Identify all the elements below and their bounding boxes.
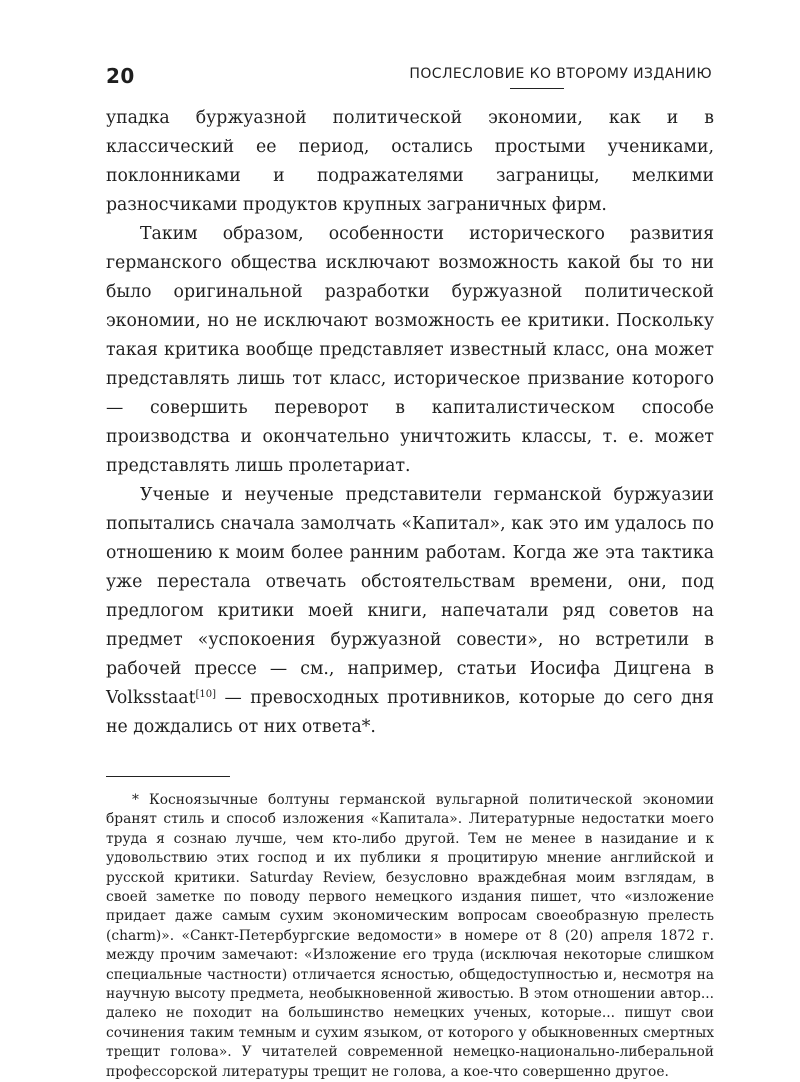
- footnote: [106, 791, 714, 1082]
- book-page: [106, 60, 714, 1082]
- header-rule: [510, 88, 564, 89]
- footnote-divider: [106, 776, 230, 777]
- paragraph-1: упадка буржуазной политической экономии, как и в классический ее период, остались простыми учениками, поклонниками и подражателями заграницы, мелкими разносчиками продуктов крупных заграничных фирм.: [106, 108, 714, 215]
- endnote-reference[interactable]: [10]: [195, 689, 217, 700]
- paragraph-3-text: Ученые и неученые представители германской буржуазии попытались сначала замолчать «Капитал», как это им удалось по отношению к моим более ранним работам. Когда же эта тактика уже перестала отвечать обстоятельствам времени, они, под предлогом критики моей книги, напечатали ряд советов на предмет «успокоения буржуазной совести», но встретили в рабочей прессе — см., например, статьи Иосифа Дицгена в Volksstaat: [106, 485, 714, 708]
- main-text: [106, 104, 714, 742]
- page-header: [106, 60, 714, 104]
- paragraph-3: [106, 481, 714, 742]
- paragraph-2: Таким образом, особенности исторического развития германского общества исключают возможность какой бы то ни было оригинальной разработки буржуазной политической экономии, но не исключают возможность ее критики. Поскольку такая критика вообще представляет известный класс, она может представлять лишь тот класс, историческое призвание которого — совершить переворот в капиталистическом способе производства и окончательно уничтожить классы, т. е. может представлять лишь пролетариат.: [106, 224, 714, 476]
- running-title: ПОСЛЕСЛОВИЕ КО ВТОРОМУ ИЗДАНИЮ: [409, 66, 712, 82]
- page-number: 20: [106, 64, 135, 88]
- paragraph-3-continuation: — превосходных противников, которые до сего дня не дождались от них ответа*.: [106, 688, 714, 737]
- footnote-text: * Косноязычные болтуны германской вульгарной политической экономии бранят стиль и способ изложения «Капитала». Литературные недостатки моего труда я сознаю лучше, чем кто-либо другой. Тем не менее в назидание и к удовольствию этих господ и их публики я процитирую мнение английской и русской критики. Saturday Review, безусловно враждебная моим взглядам, в своей заметке по поводу первого немецкого издания пишет, что «изложение придает даже самым сухим экономическим вопросам своеобразную прелесть (charm)». «Санкт-Петербургские ведомости» в номере от 8 (20) апреля 1872 г. между прочим замечают: «Изложение его труда (исключая некоторые слишком специальные частности) отличается ясностью, общедоступностью и, несмотря на научную высоту предмета, необыкновенной живостью. В этом отношении автор... далеко не походит на большинство немецких ученых, которые... пишут свои сочинения таким темным и сухим языком, от которого у обыкновенных смертных трещит голова». У читателей современной немецко-национально-либеральной профессорской литературы трещит не голова, а кое-что совершенно другое.: [106, 792, 714, 1080]
